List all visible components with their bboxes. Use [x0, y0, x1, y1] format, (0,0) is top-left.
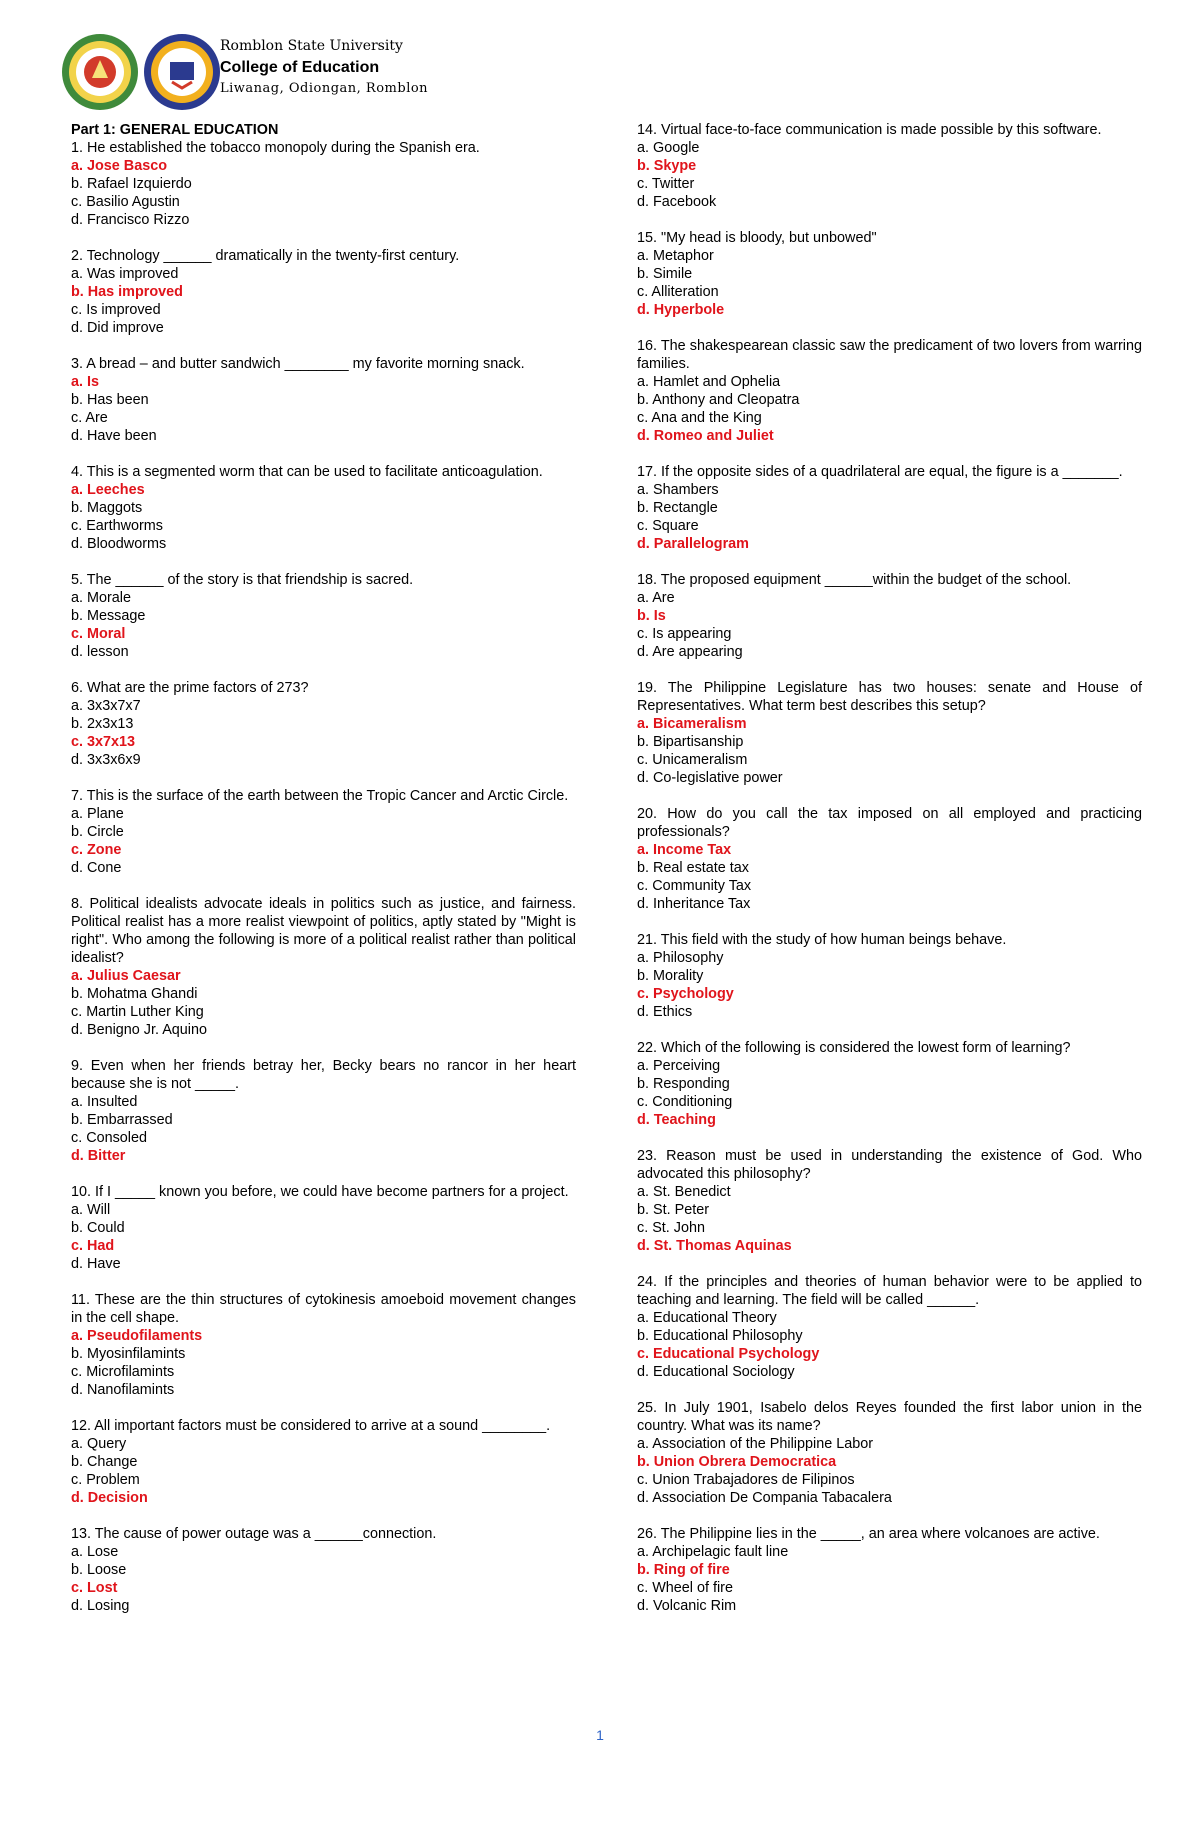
option: c. Square [637, 518, 699, 534]
option: a. Lose [71, 1544, 119, 1560]
option: d. Have [71, 1256, 121, 1272]
option: c. Conditioning [637, 1094, 733, 1110]
option: d. Cone [71, 860, 122, 876]
question-stem: 7. This is the surface of the earth between the Tropic Cancer and Arctic Circle. [71, 788, 569, 804]
question-stem: 24. If the principles and theories of human behavior were to be applied to teaching and learning. The field will be called ______. [637, 1274, 1142, 1308]
option: c. Consoled [71, 1130, 147, 1146]
answer-option: b. Is [637, 608, 666, 624]
option: c. Problem [71, 1472, 140, 1488]
option: b. Message [71, 608, 146, 624]
location-text: Liwanag, Odiongan, Romblon [220, 81, 429, 96]
option: a. Insulted [71, 1094, 138, 1110]
option: d. Association De Compania Tabacalera [637, 1490, 892, 1506]
question-16 [637, 337, 1142, 445]
option: d. Francisco Rizzo [71, 212, 190, 228]
option: b. Rafael Izquierdo [71, 176, 192, 192]
option: a. Was improved [71, 266, 179, 282]
option: d. Educational Sociology [637, 1364, 795, 1380]
question-14 [637, 121, 1142, 211]
question-7 [71, 787, 576, 877]
answer-option: a. Leeches [71, 482, 145, 498]
answer-option: d. Decision [71, 1490, 148, 1506]
answer-option: d. St. Thomas Aquinas [637, 1238, 792, 1254]
option: a. Google [637, 140, 700, 156]
answer-option: a. Bicameralism [637, 716, 747, 732]
option: b. Rectangle [637, 500, 718, 516]
option: b. Bipartisanship [637, 734, 744, 750]
option: a. Metaphor [637, 248, 714, 264]
question-stem: 4. This is a segmented worm that can be used to facilitate anticoagulation. [71, 464, 543, 480]
question-10 [71, 1183, 576, 1273]
option: c. Union Trabajadores de Filipinos [637, 1472, 855, 1488]
question-stem: 11. These are the thin structures of cytokinesis amoeboid movement changes in the cell shape. [71, 1292, 576, 1326]
institution-block [220, 36, 428, 99]
option: a. Query [71, 1436, 127, 1452]
option: d. Volcanic Rim [637, 1598, 737, 1614]
answer-option: c. Moral [71, 626, 126, 642]
question-3 [71, 355, 576, 445]
question-stem: 19. The Philippine Legislature has two houses: senate and House of Representatives. What term best describes this setup? [637, 680, 1142, 714]
option: c. Alliteration [637, 284, 719, 300]
option: c. Is appearing [637, 626, 732, 642]
question-stem: 22. Which of the following is considered the lowest form of learning? [637, 1040, 1071, 1056]
question-stem: 20. How do you call the tax imposed on all employed and practicing professionals? [637, 806, 1142, 840]
option: d. 3x3x6x9 [71, 752, 141, 768]
option: b. St. Peter [637, 1202, 709, 1218]
option: d. lesson [71, 644, 129, 660]
option: a. Morale [71, 590, 131, 606]
question-4 [71, 463, 576, 553]
option: c. Are [71, 410, 108, 426]
option: d. Benigno Jr. Aquino [71, 1022, 208, 1038]
question-21 [637, 931, 1142, 1021]
question-22 [637, 1039, 1142, 1129]
option: c. St. John [637, 1220, 705, 1236]
answer-option: d. Parallelogram [637, 536, 749, 552]
answer-option: d. Romeo and Juliet [637, 428, 774, 444]
part-title: Part 1: GENERAL EDUCATION [71, 122, 279, 138]
option: b. Change [71, 1454, 138, 1470]
question-6 [71, 679, 576, 769]
page-header [60, 32, 520, 112]
question-stem: 12. All important factors must be considered to arrive at a sound ________. [71, 1418, 551, 1434]
option: b. Anthony and Cleopatra [637, 392, 800, 408]
question-1 [71, 139, 576, 229]
option: c. Twitter [637, 176, 695, 192]
option: b. Educational Philosophy [637, 1328, 803, 1344]
question-8 [71, 895, 576, 1039]
option: d. Ethics [637, 1004, 693, 1020]
question-5 [71, 571, 576, 661]
college-name: College of Education [220, 59, 380, 76]
question-stem: 10. If I _____ known you before, we could have become partners for a project. [71, 1184, 569, 1200]
option: b. Real estate tax [637, 860, 749, 876]
option: d. Bloodworms [71, 536, 167, 552]
university-name: Romblon State University [220, 38, 403, 54]
option: c. Ana and the King [637, 410, 762, 426]
option: b. Has been [71, 392, 149, 408]
question-stem: 13. The cause of power outage was a ______connection. [71, 1526, 437, 1542]
option: b. 2x3x13 [71, 716, 134, 732]
left-column [71, 121, 576, 1633]
question-25 [637, 1399, 1142, 1507]
page-number: 1 [596, 1727, 604, 1743]
option: c. Wheel of fire [637, 1580, 733, 1596]
question-23 [637, 1147, 1142, 1255]
answer-option: c. Had [71, 1238, 115, 1254]
question-24 [637, 1273, 1142, 1381]
answer-option: c. 3x7x13 [71, 734, 136, 750]
option: a. Are [637, 590, 675, 606]
answer-option: c. Lost [71, 1580, 118, 1596]
option: a. Philosophy [637, 950, 724, 966]
option: a. Hamlet and Ophelia [637, 374, 781, 390]
question-stem: 17. If the opposite sides of a quadrilateral are equal, the figure is a _______. [637, 464, 1123, 480]
question-stem: 21. This field with the study of how human beings behave. [637, 932, 1007, 948]
option: c. Community Tax [637, 878, 752, 894]
option: d. Inheritance Tax [637, 896, 751, 912]
answer-option: c. Educational Psychology [637, 1346, 820, 1362]
question-stem: 23. Reason must be used in understanding the existence of God. Who advocated this philosophy? [637, 1148, 1142, 1182]
option: c. Earthworms [71, 518, 163, 534]
option: b. Circle [71, 824, 124, 840]
question-stem: 26. The Philippine lies in the _____, an area where volcanoes are active. [637, 1526, 1100, 1542]
question-18 [637, 571, 1142, 661]
option: b. Embarrassed [71, 1112, 173, 1128]
right-column [637, 121, 1142, 1633]
answer-option: b. Ring of fire [637, 1562, 730, 1578]
question-stem: 16. The shakespearean classic saw the predicament of two lovers from warring families. [637, 338, 1142, 372]
option: b. Morality [637, 968, 704, 984]
option: c. Martin Luther King [71, 1004, 204, 1020]
answer-option: d. Bitter [71, 1148, 126, 1164]
college-seal-icon [142, 32, 222, 112]
option: b. Simile [637, 266, 693, 282]
option: a. Will [71, 1202, 111, 1218]
question-stem: 15. "My head is bloody, but unbowed" [637, 230, 877, 246]
question-stem: 6. What are the prime factors of 273? [71, 680, 309, 696]
answer-option: c. Zone [71, 842, 122, 858]
question-15 [637, 229, 1142, 319]
question-26 [637, 1525, 1142, 1615]
question-20 [637, 805, 1142, 913]
option: c. Is improved [71, 302, 161, 318]
option: a. Shambers [637, 482, 719, 498]
answer-option: b. Has improved [71, 284, 183, 300]
answer-option: d. Hyperbole [637, 302, 725, 318]
option: c. Unicameralism [637, 752, 748, 768]
option: b. Could [71, 1220, 125, 1236]
answer-option: c. Psychology [637, 986, 734, 1002]
question-9 [71, 1057, 576, 1165]
question-stem: 14. Virtual face-to-face communication is made possible by this software. [637, 122, 1102, 138]
option: a. Plane [71, 806, 124, 822]
answer-option: a. Is [71, 374, 100, 390]
option: a. Perceiving [637, 1058, 721, 1074]
option: a. Association of the Philippine Labor [637, 1436, 874, 1452]
answer-option: d. Teaching [637, 1112, 716, 1128]
option: d. Co-legislative power [637, 770, 783, 786]
question-stem: 8. Political idealists advocate ideals in politics such as justice, and fairness. Political realist has a more realist viewpoint of politics, aptly stated by "Might is right". Who among the following is more of a political realist rather than political idealist? [71, 896, 576, 966]
option: c. Microfilamints [71, 1364, 175, 1380]
question-11 [71, 1291, 576, 1399]
answer-option: a. Pseudofilaments [71, 1328, 203, 1344]
option: b. Loose [71, 1562, 127, 1578]
question-stem: 25. In July 1901, Isabelo delos Reyes founded the first labor union in the country. What was its name? [637, 1400, 1142, 1434]
question-12 [71, 1417, 576, 1507]
option: b. Responding [637, 1076, 730, 1092]
option: d. Facebook [637, 194, 717, 210]
question-stem: 9. Even when her friends betray her, Becky bears no rancor in her heart because she is not _____. [71, 1058, 576, 1092]
question-19 [637, 679, 1142, 787]
answer-option: a. Income Tax [637, 842, 732, 858]
option: d. Have been [71, 428, 157, 444]
question-stem: 3. A bread – and butter sandwich ________ my favorite morning snack. [71, 356, 525, 372]
answer-option: b. Skype [637, 158, 697, 174]
question-2 [71, 247, 576, 337]
university-seal-icon [60, 32, 140, 112]
option: b. Myosinfilamints [71, 1346, 186, 1362]
answer-option: b. Union Obrera Democratica [637, 1454, 837, 1470]
question-stem: 1. He established the tobacco monopoly during the Spanish era. [71, 140, 480, 156]
option: a. Educational Theory [637, 1310, 777, 1326]
question-17 [637, 463, 1142, 553]
option: a. Archipelagic fault line [637, 1544, 789, 1560]
question-stem: 5. The ______ of the story is that friendship is sacred. [71, 572, 414, 588]
question-stem: 2. Technology ______ dramatically in the twenty-first century. [71, 248, 460, 264]
option: d. Did improve [71, 320, 164, 336]
question-13 [71, 1525, 576, 1615]
option: b. Mohatma Ghandi [71, 986, 198, 1002]
option: c. Basilio Agustin [71, 194, 180, 210]
answer-option: a. Julius Caesar [71, 968, 181, 984]
option: d. Nanofilamints [71, 1382, 175, 1398]
option: d. Are appearing [637, 644, 743, 660]
option: d. Losing [71, 1598, 130, 1614]
option: a. St. Benedict [637, 1184, 731, 1200]
question-stem: 18. The proposed equipment ______within the budget of the school. [637, 572, 1072, 588]
option: b. Maggots [71, 500, 143, 516]
answer-option: a. Jose Basco [71, 158, 167, 174]
option: a. 3x3x7x7 [71, 698, 141, 714]
